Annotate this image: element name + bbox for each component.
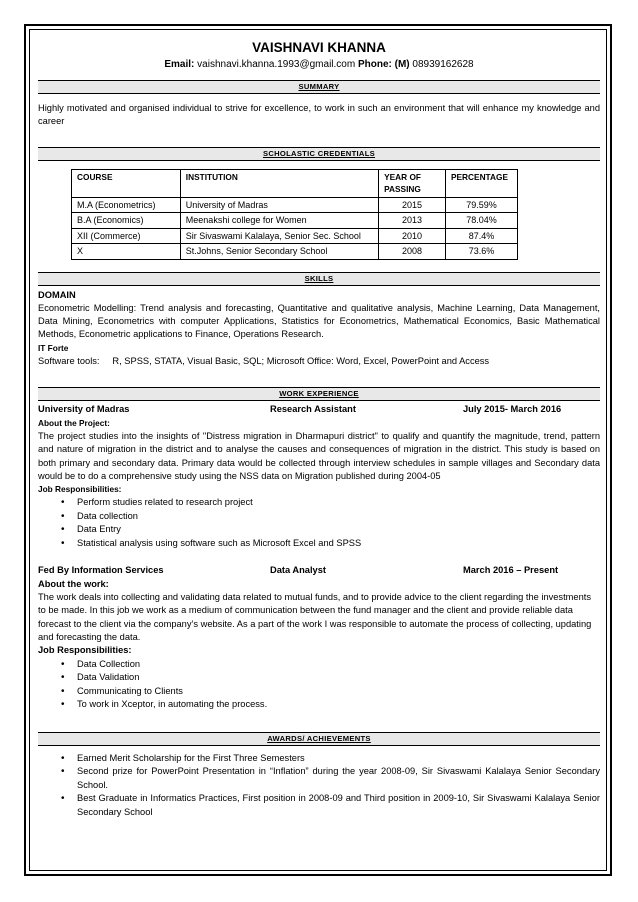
job-responsibilities-label: Job Responsibilities: bbox=[38, 645, 132, 656]
candidate-name: VAISHNAVI KHANNA bbox=[252, 40, 386, 55]
cell-year: 2010 bbox=[379, 228, 446, 244]
col-header-course: COURSE bbox=[72, 169, 181, 197]
list-item: • Second prize for PowerPoint Presentation in “Inflation” during the year 2008-09, Sir Sivaswami Kalalaya Senior Secondary School. bbox=[77, 765, 600, 792]
resume-content bbox=[38, 40, 600, 819]
cell-percentage: 78.04% bbox=[445, 213, 517, 229]
it-forte-label: IT Forte bbox=[38, 342, 69, 353]
cell-institution: Sir Sivaswami Kalalaya, Senior Sec. School bbox=[180, 228, 378, 244]
domain-text: Econometric Modelling: Trend analysis and forecasting, Quantitative and qualitative analysis, Machine Learning, Data Management, Data Mining, Econometrics with computer Applications, Statistics for Econometrics, Mathematical Economics, Basic Mathematical Methods, Econometric applications to Finance, Operations Research. bbox=[38, 302, 600, 340]
about-work-label: About the work: bbox=[38, 578, 109, 589]
phone-label: Phone: (M) bbox=[357, 59, 410, 70]
cell-course: M.A (Econometrics) bbox=[72, 197, 181, 213]
table-row bbox=[72, 197, 518, 213]
phone-number: 08939162628 bbox=[412, 59, 474, 70]
cell-institution: St.Johns, Senior Secondary School bbox=[180, 244, 378, 260]
credentials-table bbox=[71, 169, 518, 260]
table-row bbox=[72, 244, 518, 260]
contact-line bbox=[38, 58, 600, 72]
cell-course: B.A (Economics) bbox=[72, 213, 181, 229]
job-responsibilities-list bbox=[38, 496, 600, 550]
awards-list bbox=[38, 752, 600, 820]
cell-institution: University of Madras bbox=[180, 197, 378, 213]
job-responsibilities-label: Job Responsibilities: bbox=[38, 484, 122, 495]
table-header-row bbox=[72, 169, 518, 197]
section-header-awards: AWARDS/ ACHIEVEMENTS bbox=[38, 732, 600, 746]
section-header-experience: WORK EXPERIENCE bbox=[38, 387, 600, 401]
job-role: Data Analyst bbox=[270, 565, 326, 576]
cell-year: 2013 bbox=[379, 213, 446, 229]
email-address: vaishnavi.khanna.1993@gmail.com bbox=[197, 59, 356, 70]
list-item: • Best Graduate in Informatics Practices, First position in 2008-09 and Third position in 2009-10, Sir Sivaswami Kalalaya Senior Secondary School bbox=[77, 792, 600, 819]
list-item: • Data Entry bbox=[77, 523, 600, 537]
job-org: University of Madras bbox=[38, 404, 130, 415]
cell-course: XII (Commerce) bbox=[72, 228, 181, 244]
cell-course: X bbox=[72, 244, 181, 260]
domain-label: DOMAIN bbox=[38, 289, 76, 300]
job-header-1 bbox=[38, 403, 600, 416]
col-header-year: YEAR OF PASSING bbox=[379, 169, 446, 197]
col-header-percentage: PERCENTAGE bbox=[445, 169, 517, 197]
job-dates: March 2016 – Present bbox=[463, 565, 559, 576]
cell-percentage: 79.59% bbox=[445, 197, 517, 213]
job-header-2 bbox=[38, 564, 600, 577]
section-header-summary: SUMMARY bbox=[38, 80, 600, 94]
col-header-institution: INSTITUTION bbox=[180, 169, 378, 197]
cell-institution: Meenakshi college for Women bbox=[180, 213, 378, 229]
list-item: • Statistical analysis using software such as Microsoft Excel and SPSS bbox=[77, 537, 600, 551]
table-row bbox=[72, 213, 518, 229]
section-header-credentials: SCHOLASTIC CREDENTIALS bbox=[38, 147, 600, 161]
section-header-skills: SKILLS bbox=[38, 272, 600, 286]
job-dates: July 2015- March 2016 bbox=[463, 404, 562, 415]
summary-text: Highly motivated and organised individual to strive for excellence, to work in such an environment that will enhance my knowledge and career bbox=[38, 103, 600, 127]
list-item: • Earned Merit Scholarship for the First Three Semesters bbox=[77, 752, 600, 766]
about-work-text: The work deals into collecting and validating data related to mutual funds, and to provide advice to the client regarding the investments to be made. In this job we work as a medium of communication between the fund manager and the client and provide reliable data forecast to the client via the company’s website. As a part of the work I was responsible to automate the process of collecting, updating and forecasting the data. bbox=[38, 592, 592, 642]
cell-percentage: 87.4% bbox=[445, 228, 517, 244]
list-item: • Communicating to Clients bbox=[77, 685, 600, 699]
job-role: Research Assistant bbox=[270, 404, 356, 415]
list-item: • To work in Xceptor, in automating the process. bbox=[77, 698, 600, 712]
job-org: Fed By Information Services bbox=[38, 565, 164, 576]
cell-year: 2015 bbox=[379, 197, 446, 213]
it-forte-text: Software tools: R, SPSS, STATA, Visual Basic, SQL; Microsoft Office: Word, Excel, PowerPoint and Access bbox=[38, 356, 490, 367]
table-row bbox=[72, 228, 518, 244]
job-responsibilities-list bbox=[38, 658, 600, 712]
list-item: • Perform studies related to research project bbox=[77, 496, 600, 510]
list-item: • Data collection bbox=[77, 510, 600, 524]
email-label: Email: bbox=[164, 59, 195, 70]
about-project-label: About the Project: bbox=[38, 417, 110, 428]
list-item: • Data Collection bbox=[77, 658, 600, 672]
cell-year: 2008 bbox=[379, 244, 446, 260]
cell-percentage: 73.6% bbox=[445, 244, 517, 260]
list-item: • Data Validation bbox=[77, 671, 600, 685]
about-project-text: The project studies into the insights of "Distress migration in Dharmapuri district" to qualify and quantify the magnitude, trend, pattern and nature of migration in the district and to analyse the causes and consequences of migration in the district. This study is based on both primary and secondary data. Primary data would be collected through interview schedules in sample villages and Secondary data would be to do a comprehensive study using the NSS data on Migration published during 2004-05 bbox=[38, 430, 600, 481]
